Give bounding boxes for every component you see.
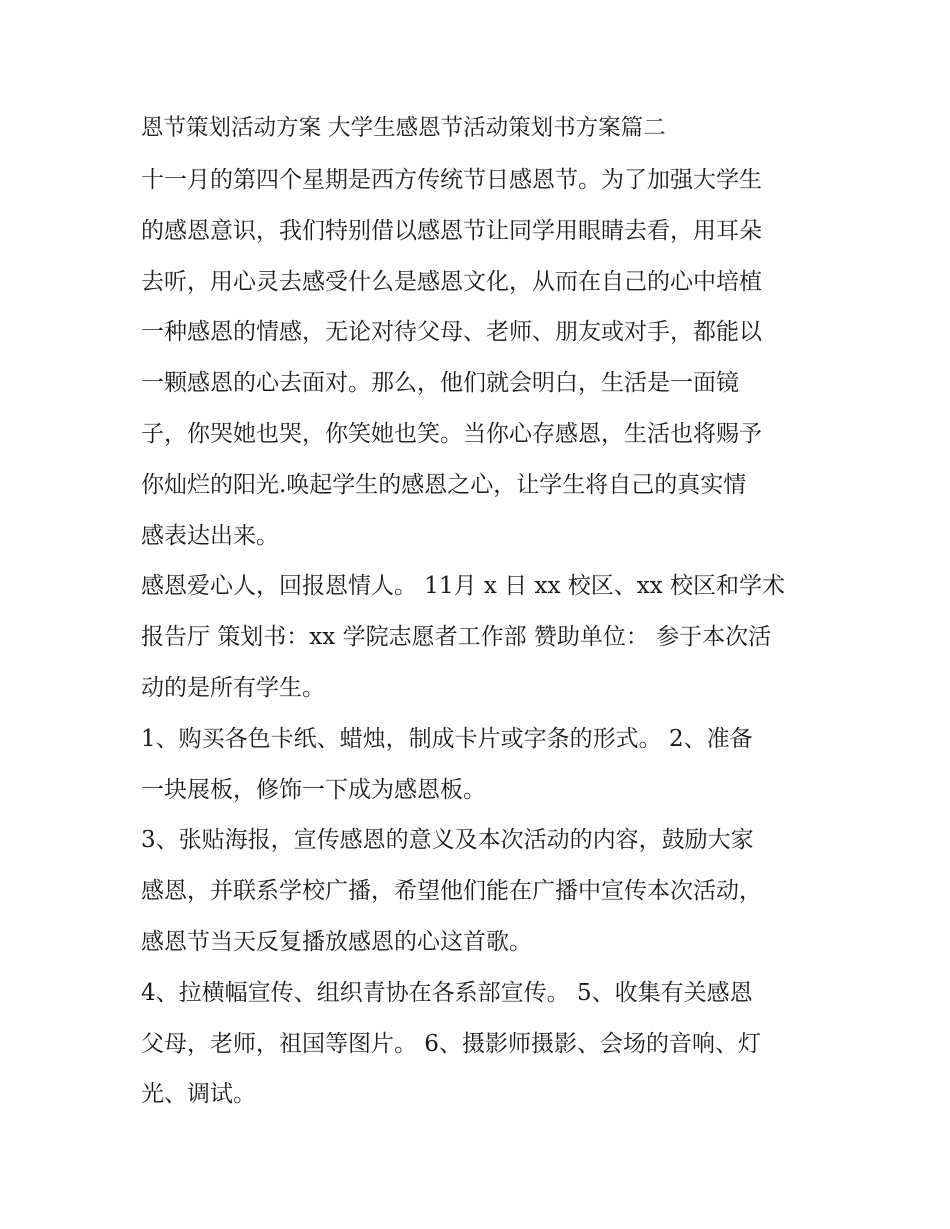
document-title: 恩节策划活动方案 大学生感恩节活动策划书方案篇二 — [141, 115, 666, 141]
text-line: 感表达出来。 — [141, 522, 279, 549]
paragraph-event-info — [141, 566, 821, 718]
text-line: 子，你哭她也哭，你笑她也笑。当你心存感恩，生活也将赐予 — [141, 420, 762, 447]
text-line: 十一月的第四个星期是西方传统节日感恩节。为了加强大学生 — [141, 167, 762, 193]
paragraph-step-3 — [141, 820, 821, 972]
paragraph-intro — [141, 160, 821, 566]
paragraph-step-4-6 — [141, 973, 821, 1125]
text-line: 父母，老师，祖国等图片。 6、摄影师摄影、会场的音响、灯 — [141, 1030, 761, 1057]
text-line: 一块展板，修饰一下成为感恩板。 — [141, 776, 486, 803]
document-body — [141, 160, 821, 1125]
text-line: 报告厅 策划书：xx 学院志愿者工作部 赞助单位： 参于本次活 — [141, 624, 772, 651]
text-line: 的感恩意识，我们特别借以感恩节让同学用眼睛去看，用耳朵 — [141, 217, 762, 244]
text-line: 4、拉横幅宣传、组织青协在各系部宣传。 5、收集有关感恩 — [141, 979, 753, 1006]
text-line: 一颗感恩的心去面对。那么，他们就会明白，生活是一面镜 — [141, 370, 739, 397]
text-line: 动的是所有学生。 — [141, 674, 325, 701]
paragraph-step-1-2 — [141, 719, 821, 821]
text-line: 感恩节当天反复播放感恩的心这首歌。 — [141, 928, 532, 955]
text-line: 去听，用心灵去感受什么是感恩文化，从而在自己的心中培植 — [141, 268, 762, 295]
text-line: 3、张贴海报，宣传感恩的意义及本次活动的内容，鼓励大家 — [141, 827, 754, 854]
text-line: 感恩，并联系学校广播，希望他们能在广播中宣传本次活动， — [141, 878, 762, 905]
text-line: 1、购买各色卡纸、蜡烛，制成卡片或字条的形式。 2、准备 — [141, 725, 753, 752]
text-line: 一种感恩的情感，无论对待父母、老师、朋友或对手，都能以 — [141, 319, 762, 346]
text-line: 光、调试。 — [141, 1081, 256, 1108]
text-line: 感恩爱心人，回报恩情人。 11月 x 日 xx 校区、xx 校区和学术 — [141, 573, 785, 600]
text-line: 你灿烂的阳光.唤起学生的感恩之心，让学生将自己的真实情 — [141, 471, 747, 498]
